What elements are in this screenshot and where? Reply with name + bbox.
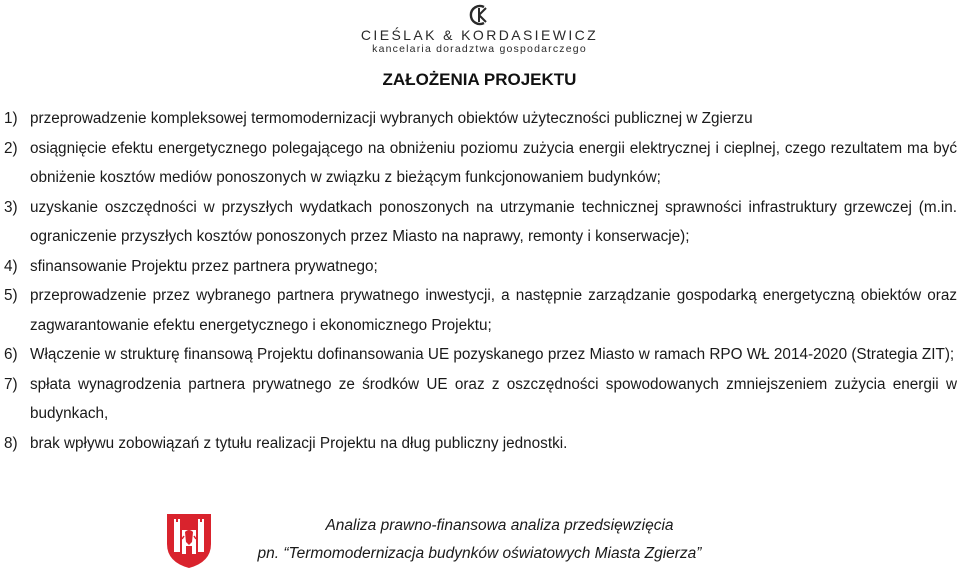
item-text: przeprowadzenie przez wybranego partnera prywatnego inwestycji, a następnie zarządzanie gospodarką energetyczną obiektów oraz zagwarantowanie efektu energetycznego i ekonomicznego Projektu; — [30, 287, 957, 334]
assumptions-list — [4, 104, 959, 458]
item-number: 1) — [4, 110, 18, 127]
list-item — [4, 281, 959, 340]
item-number: 7) — [4, 375, 18, 393]
company-header — [0, 4, 959, 55]
list-item — [4, 193, 959, 252]
item-number: 8) — [4, 434, 18, 452]
item-number: 4) — [4, 257, 18, 275]
item-text: spłata wynagrodzenia partnera prywatnego ze środków UE oraz z oszczędności spowodowanych zmniejszeniem zużycia energii w budynkach, — [30, 375, 957, 422]
item-number: 5) — [4, 287, 18, 304]
ck-monogram-icon — [469, 4, 491, 26]
item-text: uzyskanie oszczędności w przyszłych wydatkach ponoszonych na utrzymanie technicznej sprawności infrastruktury grzewczej (m.in. ograniczenie przyszłych kosztów ponoszonych przez Miasto na naprawy, remonty i konserwacje); — [30, 198, 957, 245]
item-text: przeprowadzenie kompleksowej termomodernizacji wybranych obiektów użyteczności publicznej w Zgierzu — [30, 110, 753, 127]
item-number: 6) — [4, 346, 18, 363]
list-item — [4, 252, 959, 282]
list-item — [4, 429, 959, 459]
list-item — [4, 104, 959, 134]
company-subtitle: kancelaria doradztwa gospodarczego — [372, 43, 587, 55]
item-text: Włączenie w strukturę finansową Projektu dofinansowania UE pozyskanego przez Miasto w ramach RPO WŁ 2014-2020 (Strategia ZIT); — [30, 346, 955, 363]
list-item — [4, 134, 959, 193]
page-title: ZAŁOŻENIA PROJEKTU — [382, 70, 577, 89]
item-text: sfinansowanie Projektu przez partnera prywatnego; — [30, 257, 378, 275]
list-item — [4, 340, 959, 370]
item-text: osiągnięcie efektu energetycznego polegającego na obniżeniu poziomu zużycia energii elektrycznej i cieplnej, czego rezultatem ma być obniżenie kosztów mediów ponoszonych w związku z bieżącym funkcjonowaniem budynków; — [30, 139, 957, 186]
item-text: brak wpływu zobowiązań z tytułu realizacji Projektu na dług publiczny jednostki. — [30, 434, 568, 452]
item-number: 2) — [4, 139, 18, 157]
list-item — [4, 370, 959, 429]
company-name: CIEŚLAK & KORDASIEWICZ — [360, 27, 599, 43]
item-number: 3) — [4, 198, 18, 216]
footer-project-name: pn. “Termomodernizacja budynków oświatowych Miasta Zgierza” — [257, 545, 702, 562]
footer-analysis-title: Analiza prawno-finansowa analiza przedsięwzięcia — [325, 517, 674, 534]
